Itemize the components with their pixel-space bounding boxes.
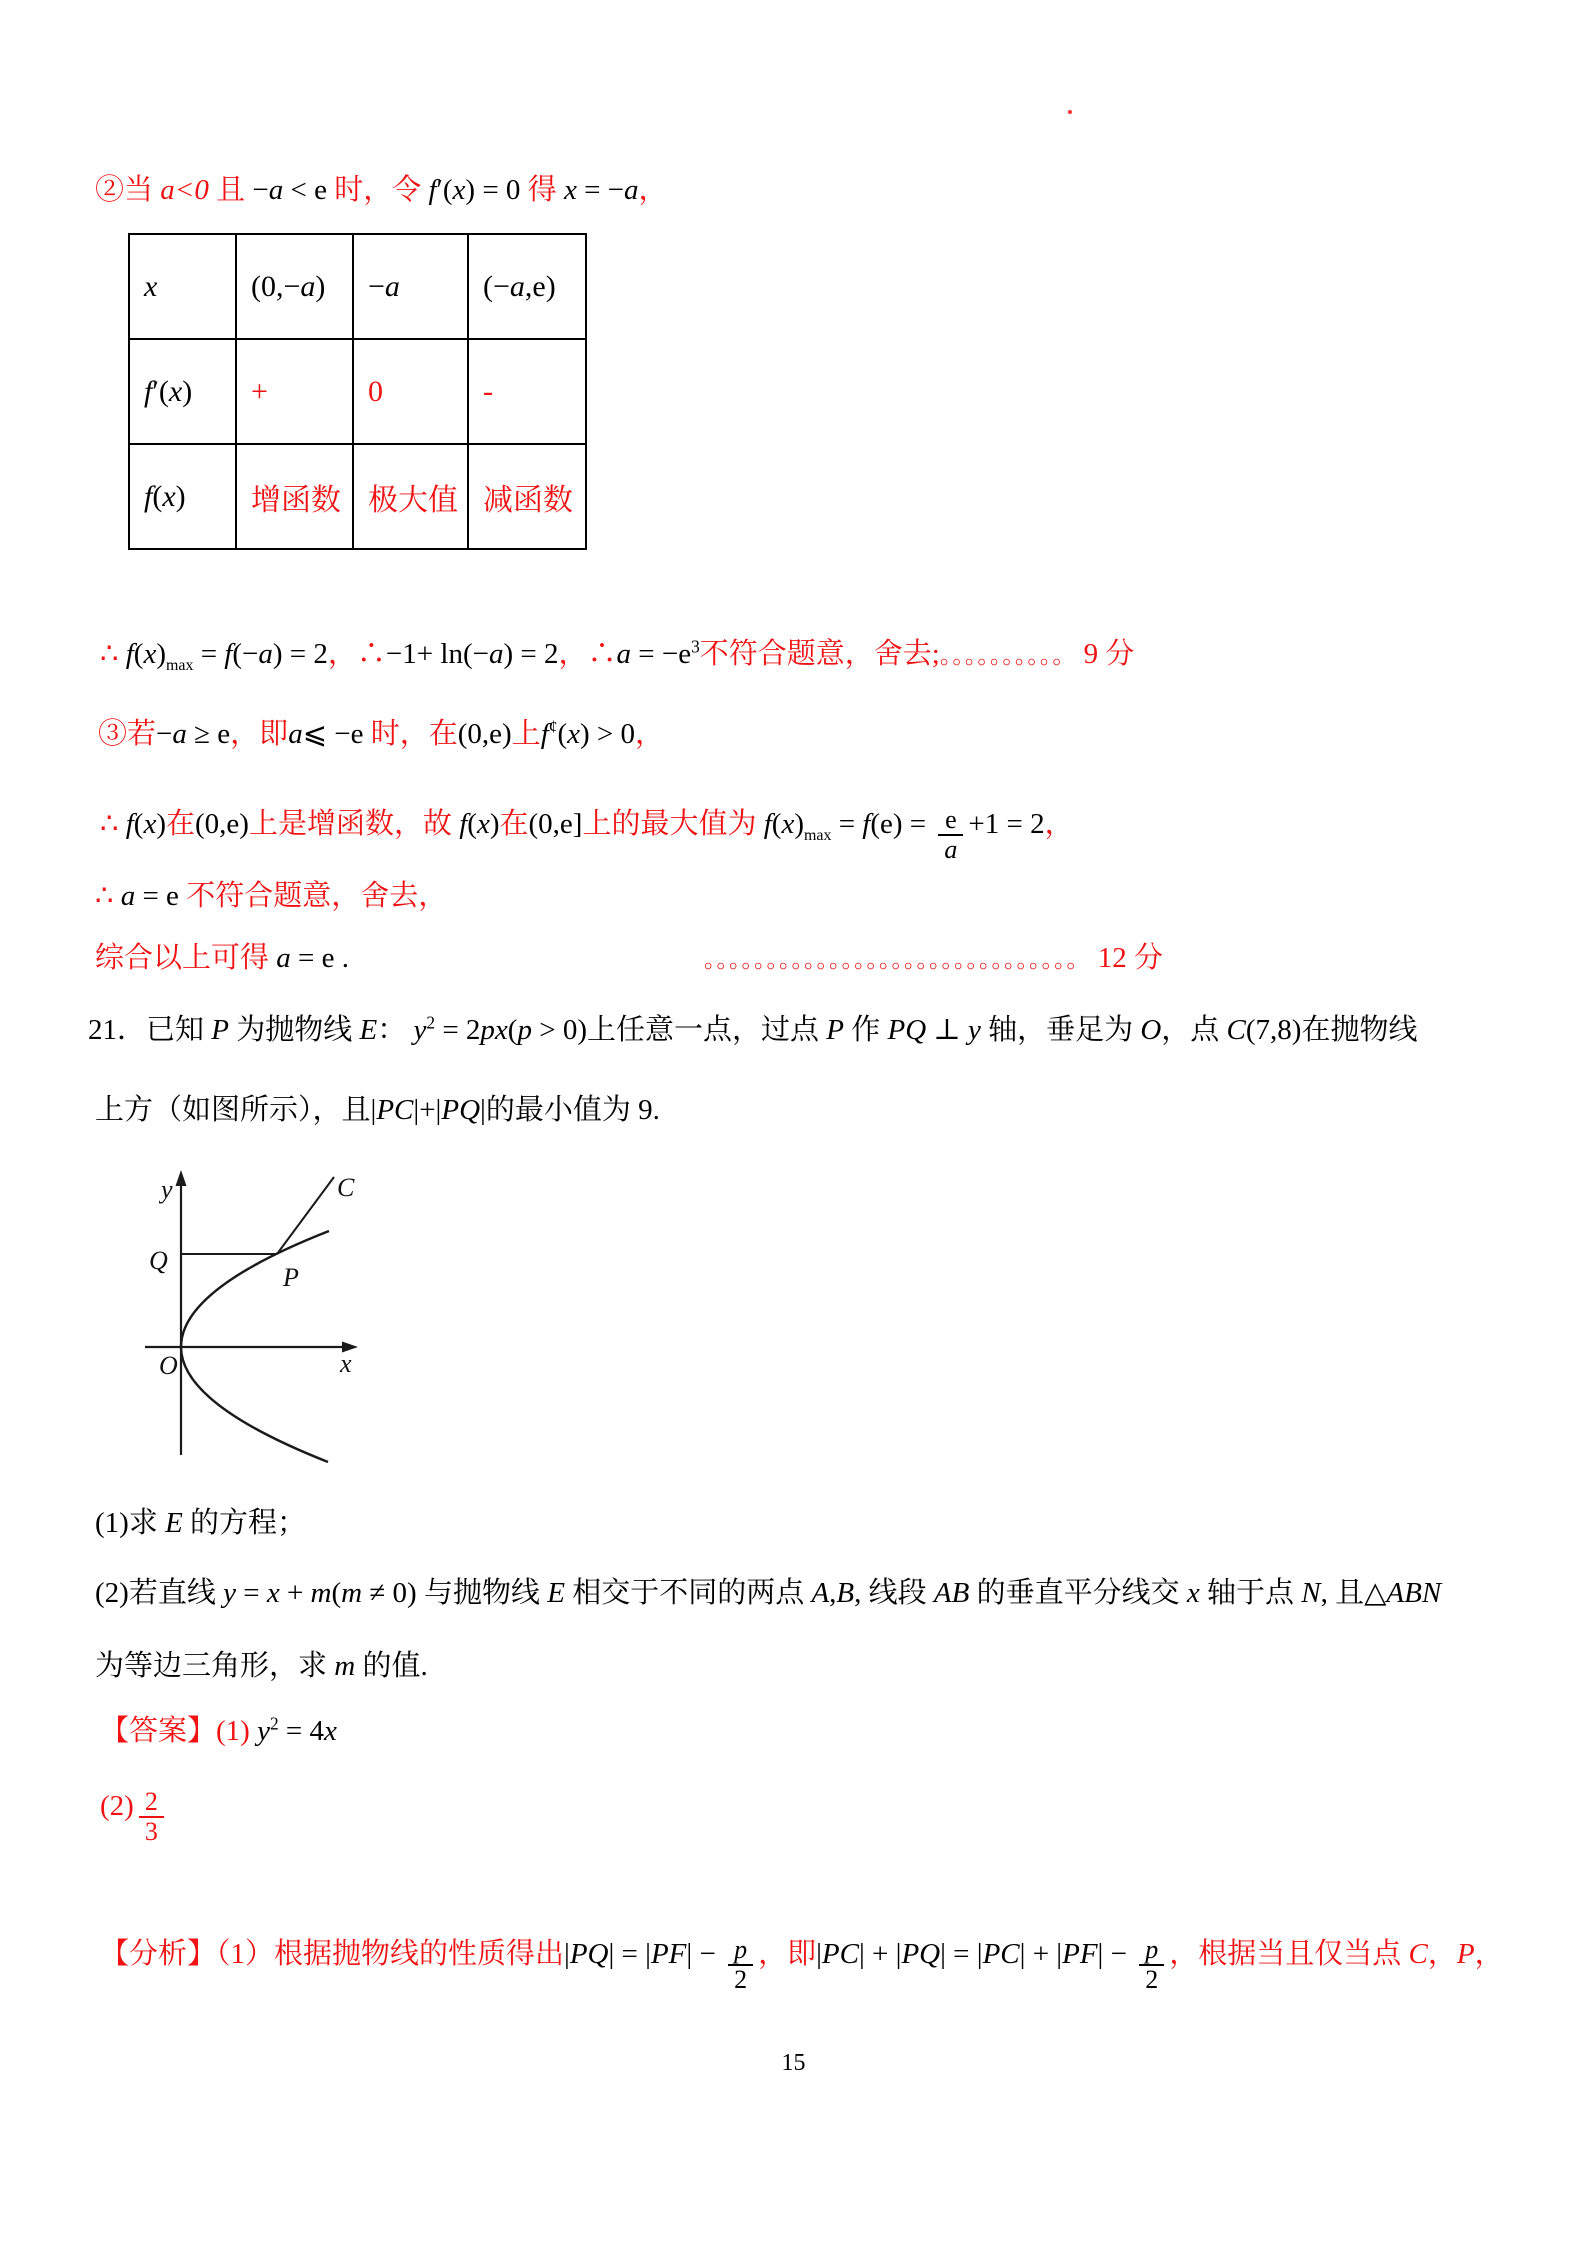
text-segment: 。。。。。。。。。。 xyxy=(939,643,1077,668)
text-segment: x xyxy=(1186,1577,1200,1609)
text-segment: (− xyxy=(232,638,259,670)
text-segment: 得 xyxy=(527,174,564,206)
text-segment: ) xyxy=(315,269,326,303)
text-segment: f xyxy=(224,638,233,670)
text-segment: 的最小值为 9. xyxy=(485,1094,660,1126)
text-segment: C xyxy=(1408,1938,1428,1970)
text-segment: x xyxy=(143,638,157,670)
text-segment: $\frac{e}{a}$ xyxy=(938,806,963,863)
label-Q: Q xyxy=(149,1246,168,1275)
text-segment: E xyxy=(165,1507,183,1539)
table-cell xyxy=(468,444,586,549)
question-2-line1 xyxy=(95,1575,1441,1611)
text-segment: − xyxy=(252,174,269,206)
text-segment: . xyxy=(334,942,349,974)
text-segment: y xyxy=(967,1014,981,1046)
text-segment: a xyxy=(624,174,639,206)
text-segment: ， xyxy=(1474,1938,1504,1970)
text-segment: | xyxy=(564,1938,570,1970)
conclusion-9pts-line xyxy=(100,636,1134,676)
text-segment: PF xyxy=(1062,1938,1098,1970)
text-segment: ，即 xyxy=(758,1938,817,1970)
text-segment: 21．已知 xyxy=(88,1014,212,1046)
text-segment: a xyxy=(120,880,136,912)
text-segment: 【分析】（1）根据抛物线的性质得出 xyxy=(100,1938,565,1970)
answer-2-line xyxy=(100,1788,169,1845)
text-segment: ( xyxy=(771,808,782,840)
text-segment: P xyxy=(1456,1938,1475,1970)
text-segment: A xyxy=(811,1577,830,1609)
text-segment: ′ xyxy=(436,174,443,206)
text-segment: PQ xyxy=(441,1094,481,1126)
text-segment: 为抛物线 xyxy=(228,1014,360,1046)
text-segment: + xyxy=(251,374,268,408)
text-segment: max xyxy=(165,656,194,674)
summary-12pts-line xyxy=(95,940,1163,976)
text-segment: ∴ xyxy=(587,638,617,670)
text-segment: = − xyxy=(576,174,625,206)
text-segment: 的值. xyxy=(355,1650,428,1682)
text-segment: ( xyxy=(442,174,453,206)
text-segment: ，点 xyxy=(1161,1014,1227,1046)
text-segment: ) xyxy=(156,808,166,840)
text-segment: ( xyxy=(133,638,144,670)
table-row xyxy=(129,444,586,549)
text-segment: P xyxy=(826,1014,844,1046)
parabola-figure xyxy=(121,1160,366,1475)
label-P: P xyxy=(283,1263,299,1292)
text-segment: x xyxy=(452,174,466,206)
text-segment: f xyxy=(540,718,549,750)
text-segment: 极大值 xyxy=(368,483,458,517)
segment-PC xyxy=(277,1177,334,1254)
text-segment: ( xyxy=(507,1014,518,1046)
text-segment: (e) = xyxy=(870,808,934,840)
text-segment: f xyxy=(125,638,134,670)
table-row xyxy=(129,339,586,444)
table-cell xyxy=(353,234,468,339)
monotonicity-table xyxy=(128,233,587,550)
text-segment: a xyxy=(509,269,525,303)
text-segment: a xyxy=(288,718,303,750)
text-segment: ) xyxy=(489,808,500,840)
text-segment: ′( xyxy=(152,374,169,408)
table-cell xyxy=(129,339,236,444)
text-segment: ∴ xyxy=(100,808,126,840)
text-segment: PC xyxy=(982,1938,1020,1970)
text-segment: ( xyxy=(467,808,477,840)
text-segment: | + | xyxy=(1019,1938,1063,1970)
text-segment: ， xyxy=(327,638,357,670)
text-segment: B xyxy=(836,1577,855,1609)
parabola-upper-branch xyxy=(181,1231,329,1347)
text-segment: E xyxy=(359,1014,378,1046)
text-segment: +1 = 2 xyxy=(968,808,1045,840)
table-cell xyxy=(236,339,353,444)
text-segment: ，即 xyxy=(230,718,289,750)
text-segment: ， xyxy=(558,638,588,670)
text-segment: a xyxy=(300,269,316,303)
text-segment: (2)若直线 xyxy=(95,1577,224,1609)
text-segment: ： xyxy=(377,1014,414,1046)
text-segment: 上 xyxy=(511,718,541,750)
text-segment: | = | xyxy=(940,1938,983,1970)
text-segment: 作 xyxy=(843,1014,888,1046)
text-segment: PC xyxy=(821,1938,859,1970)
text-segment: N xyxy=(1301,1577,1321,1609)
text-segment: PQ xyxy=(887,1014,927,1046)
text-segment: PF xyxy=(650,1938,687,1970)
text-segment: 上是增函数，故 xyxy=(248,808,460,840)
text-segment: ) = 0 xyxy=(465,174,528,206)
label-y: y xyxy=(161,1175,173,1204)
text-segment: 在 xyxy=(165,808,195,840)
table-cell xyxy=(353,444,468,549)
text-segment: ， xyxy=(1044,808,1074,840)
text-segment: f xyxy=(428,174,437,206)
text-segment: = 4 xyxy=(278,1715,325,1747)
text-segment: ( xyxy=(331,1577,342,1609)
text-segment: | xyxy=(816,1938,822,1970)
text-segment: PQ xyxy=(569,1938,609,1970)
text-segment: , 且 xyxy=(1320,1577,1365,1609)
text-segment: ≥ e xyxy=(186,718,231,750)
text-segment: ¢ xyxy=(548,716,558,737)
text-segment: , xyxy=(829,1577,837,1609)
text-segment: max xyxy=(803,826,832,844)
text-segment: a xyxy=(276,942,291,974)
text-segment: f xyxy=(459,808,468,840)
text-segment: ) xyxy=(156,638,166,670)
text-segment: x xyxy=(563,174,577,206)
text-segment: 上任意一点，过点 xyxy=(586,1014,827,1046)
text-segment: ∴ xyxy=(95,880,121,912)
table-cell xyxy=(468,234,586,339)
analysis-line xyxy=(100,1936,1504,1993)
table-cell xyxy=(468,339,586,444)
text-segment: a xyxy=(268,174,284,206)
solution-case3-line xyxy=(98,716,664,752)
text-segment: a xyxy=(172,718,187,750)
text-segment: y xyxy=(413,1014,427,1046)
text-segment: ( xyxy=(152,479,163,513)
text-segment: x xyxy=(781,808,795,840)
text-segment: (1) xyxy=(216,1715,258,1747)
text-segment: x xyxy=(144,269,158,303)
text-segment: | xyxy=(370,1094,377,1126)
text-segment: > 0) xyxy=(531,1014,587,1046)
parabola-lower-branch xyxy=(181,1347,328,1462)
text-segment: = e xyxy=(290,942,335,974)
text-segment: $\frac{p}{2}$ xyxy=(1139,1936,1164,1993)
text-segment: | = | xyxy=(608,1938,651,1970)
text-segment: = e xyxy=(135,880,187,912)
text-segment: x xyxy=(168,374,183,408)
text-segment: 在 xyxy=(499,808,529,840)
text-segment: - xyxy=(483,374,493,408)
text-segment: 时，在 xyxy=(370,718,458,750)
text-segment: 2 xyxy=(269,1713,279,1734)
reject-line xyxy=(95,878,447,914)
text-segment: PC xyxy=(376,1094,414,1126)
text-segment: ， xyxy=(1427,1938,1457,1970)
y-axis-arrow xyxy=(176,1170,187,1186)
text-segment: x xyxy=(567,718,580,750)
answer-1-line xyxy=(100,1713,337,1749)
text-segment: <0 xyxy=(174,174,209,206)
text-segment: 增函数 xyxy=(251,483,341,517)
text-segment: f xyxy=(763,808,772,840)
text-segment: = xyxy=(235,1577,267,1609)
text-segment: $\frac{2}{3}$ xyxy=(139,1788,164,1845)
text-segment: x xyxy=(266,1577,280,1609)
text-segment: −1+ ln(− xyxy=(385,638,489,670)
text-segment: 不符合题意，舍去， xyxy=(186,880,448,912)
text-segment: ②当 xyxy=(95,174,161,206)
page-number: 15 xyxy=(781,2050,806,2076)
text-segment: $\frac{p}{2}$ xyxy=(728,1936,753,1993)
text-segment: m xyxy=(334,1650,356,1682)
problem-21-line1 xyxy=(88,1012,1417,1048)
text-segment: ) > 0 xyxy=(580,718,636,750)
text-segment: m xyxy=(310,1577,332,1609)
text-segment: 2 xyxy=(426,1012,436,1033)
text-segment: (0,− xyxy=(251,269,301,303)
text-segment: ⩽ −e xyxy=(302,718,371,750)
text-segment: a xyxy=(384,269,400,303)
text-segment: = −e xyxy=(631,638,692,670)
text-segment: , 线段 xyxy=(854,1577,934,1609)
text-segment: (2) xyxy=(100,1790,134,1822)
text-segment: px xyxy=(480,1014,508,1046)
problem-21-line2 xyxy=(95,1092,660,1128)
text-segment: ⊥ xyxy=(926,1014,968,1046)
text-segment: a xyxy=(488,638,504,670)
text-segment: x xyxy=(162,479,176,513)
text-segment: y xyxy=(257,1715,270,1747)
question-1-line xyxy=(95,1505,306,1541)
text-segment: = xyxy=(831,808,863,840)
text-segment: ， xyxy=(638,174,668,206)
text-segment: | + | xyxy=(858,1938,902,1970)
text-segment: f xyxy=(144,479,153,513)
table-cell xyxy=(129,444,236,549)
text-segment: 【答案】 xyxy=(100,1715,217,1747)
solution-case2-line xyxy=(95,172,668,208)
text-segment: ( xyxy=(557,718,568,750)
text-segment: 9 分 xyxy=(1076,638,1135,670)
text-segment: ,e) xyxy=(524,269,556,303)
label-x: x xyxy=(340,1349,352,1378)
text-segment: 的垂直平分线交 xyxy=(969,1577,1187,1609)
question-2-line2 xyxy=(95,1648,428,1684)
text-segment: | xyxy=(480,1094,486,1126)
text-segment: PQ xyxy=(901,1938,941,1970)
text-segment: 不符合题意，舍去; xyxy=(699,638,940,670)
text-segment: x xyxy=(143,808,157,840)
text-segment: 减函数 xyxy=(483,483,573,517)
text-segment: (− xyxy=(483,269,510,303)
text-segment: m xyxy=(341,1577,363,1609)
text-segment: 上的最大值为 xyxy=(582,808,764,840)
text-segment: ) = 2 xyxy=(272,638,328,670)
text-segment: O xyxy=(1140,1014,1162,1046)
text-segment: ABN xyxy=(1386,1577,1442,1609)
table-cell xyxy=(236,234,353,339)
text-segment: 0 xyxy=(368,374,383,408)
text-segment: ③若 xyxy=(98,718,157,750)
table-cell xyxy=(236,444,353,549)
text-segment: P xyxy=(211,1014,229,1046)
text-segment: 综合以上可得 xyxy=(95,942,277,974)
text-segment: f xyxy=(144,374,153,408)
text-segment: < e xyxy=(283,174,335,206)
text-segment: E xyxy=(547,1577,565,1609)
text-segment: − xyxy=(368,269,385,303)
text-segment: = 2 xyxy=(435,1014,481,1046)
text-segment: 相交于不同的两点 xyxy=(564,1577,812,1609)
text-segment: | − xyxy=(686,1938,724,1970)
text-segment: ∴ xyxy=(356,638,386,670)
table-row xyxy=(129,234,586,339)
text-segment: a xyxy=(160,174,175,206)
text-segment: ， xyxy=(635,718,665,750)
stray-red-mark xyxy=(1068,110,1072,114)
text-segment: 在抛物线 xyxy=(1301,1014,1418,1046)
text-segment: 为等边三角形，求 xyxy=(95,1650,335,1682)
text-segment: 与抛物线 xyxy=(416,1577,548,1609)
text-segment: 12 分 xyxy=(1090,942,1164,974)
text-segment: 的方程； xyxy=(182,1507,307,1539)
table-cell xyxy=(353,339,468,444)
text-segment: a xyxy=(258,638,273,670)
text-segment: |+| xyxy=(413,1094,442,1126)
text-segment: (0,e] xyxy=(528,808,583,840)
text-segment: x xyxy=(476,808,490,840)
text-segment: | − xyxy=(1097,1938,1135,1970)
text-segment: 。。。。。。。。。。。。。。。。。。。。。。。。。。。。。。 xyxy=(704,947,1091,972)
text-segment: = xyxy=(193,638,225,670)
table-cell xyxy=(129,234,236,339)
text-segment: △ xyxy=(1364,1577,1387,1609)
text-segment: (0,e) xyxy=(195,808,249,840)
text-segment: 且 xyxy=(208,174,253,206)
text-segment: ，根据当且仅当点 xyxy=(1169,1938,1409,1970)
text-segment: (0,e) xyxy=(457,718,512,750)
text-segment: (7,8) xyxy=(1245,1014,1302,1046)
text-segment: AB xyxy=(933,1577,970,1609)
text-segment: 3 xyxy=(691,636,700,657)
text-segment: 上方（如图所示），且 xyxy=(95,1094,371,1126)
text-segment: ) xyxy=(182,374,193,408)
text-segment: ( xyxy=(133,808,144,840)
text-segment: f xyxy=(862,808,871,840)
text-segment: ) xyxy=(794,808,804,840)
text-segment: 时，令 xyxy=(334,174,429,206)
label-C: C xyxy=(337,1173,355,1202)
text-segment: − xyxy=(156,718,173,750)
text-segment: 轴于点 xyxy=(1199,1577,1302,1609)
text-segment: ∴ xyxy=(100,638,126,670)
text-segment: x xyxy=(324,1715,337,1747)
text-segment: + xyxy=(279,1577,311,1609)
text-segment: ≠ 0) xyxy=(362,1577,417,1609)
text-segment: ) xyxy=(175,479,186,513)
text-segment: C xyxy=(1226,1014,1246,1046)
text-segment: f xyxy=(125,808,134,840)
text-segment: p xyxy=(517,1014,532,1046)
text-segment: a xyxy=(616,638,631,670)
label-O: O xyxy=(159,1351,178,1380)
text-segment: ) = 2 xyxy=(503,638,559,670)
text-segment: y xyxy=(223,1577,236,1609)
text-segment: (1)求 xyxy=(95,1507,166,1539)
text-segment: 轴，垂足为 xyxy=(980,1014,1141,1046)
max-value-line xyxy=(100,806,1074,863)
